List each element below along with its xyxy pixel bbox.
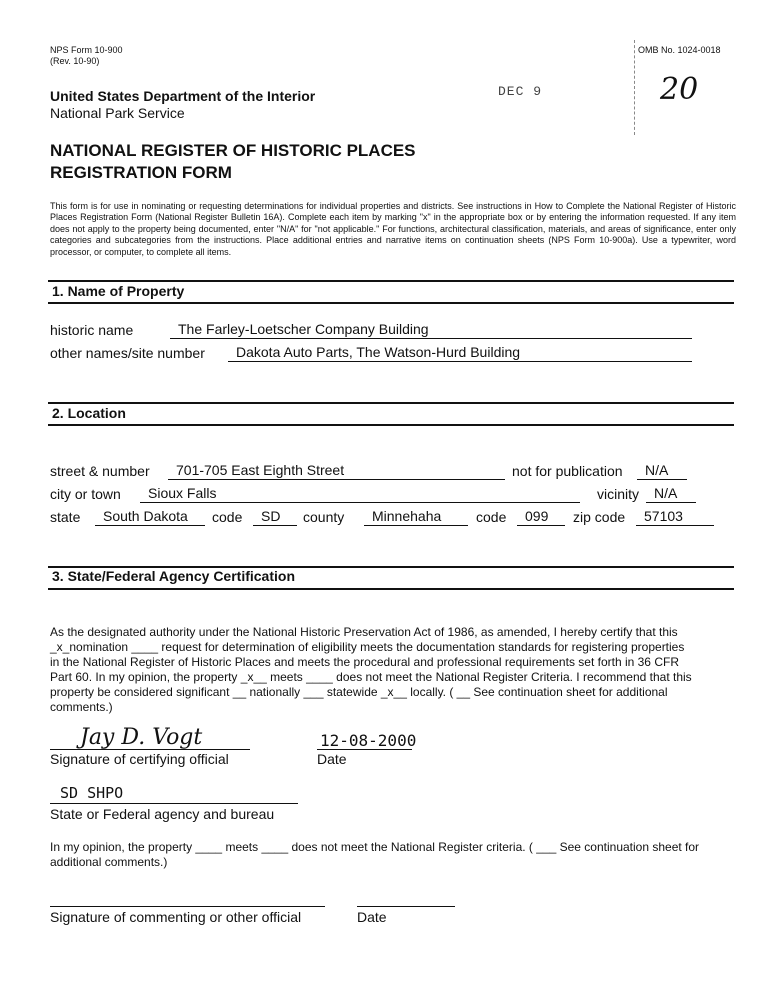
street-label: street & number (50, 463, 150, 479)
instructions-paragraph: This form is for use in nominating or requesting determinations for individual properties and districts. See instructions in How to Complete the National Register of Historic Places Registration Form (National Register Bulletin 16A). Complete each item by marking "x" in the appropriate box or by entering the information requested. If any item does not apply to the property being documented, enter "N/A" for "not applicable." For functions, architectural classification, materials, and areas of significance, enter only categories and subcategories from the instructions. Place additional entries and narrative items on continuation sheets (NPS Form 10-900a). Use a typewriter, word processor, or computer, to complete all items. (50, 201, 736, 257)
date-label: Date (317, 751, 347, 767)
other-names-label: other names/site number (50, 345, 205, 361)
agency-handwritten: SD SHPO (60, 784, 124, 802)
not-for-publication-field[interactable]: N/A (637, 462, 687, 480)
county-field[interactable]: Minnehaha (364, 508, 468, 526)
title-line-2: REGISTRATION FORM (50, 163, 232, 182)
commenting-date-line (357, 905, 455, 907)
county-label: county (303, 509, 345, 525)
historic-name-label: historic name (50, 322, 134, 338)
state-label: state (50, 509, 81, 525)
other-names-field[interactable]: Dakota Auto Parts, The Watson-Hurd Building (228, 344, 692, 362)
city-label: city or town (50, 486, 121, 502)
handwritten-number: 20 (660, 72, 699, 107)
cert-line: property be considered significant __ nationally ___ statewide _x__ locally. ( __ See continuation sheet for additional (50, 685, 668, 699)
county-code-field[interactable]: 099 (517, 508, 565, 526)
city-field[interactable]: Sioux Falls (140, 485, 580, 503)
commenting-date-label: Date (357, 909, 387, 925)
certifying-signature: Jay D. Vogt (80, 725, 203, 750)
section-2-header (48, 402, 734, 426)
opinion-line: additional comments.) (50, 855, 168, 869)
section-2-title: 2. Location (52, 405, 126, 421)
omb-number: OMB No. 1024-0018 (638, 45, 721, 55)
state-code-label: code (212, 509, 243, 525)
cert-line: comments.) (50, 700, 113, 714)
zip-field[interactable]: 57103 (636, 508, 714, 526)
form-revision: (Rev. 10-90) (50, 56, 100, 66)
cert-line: Part 60. In my opinion, the property _x__ meets ____ does not meet the National Register Criteria. I recommend that this (50, 670, 692, 684)
form-number-text: NPS Form 10-900 (50, 45, 123, 55)
opinion-paragraph (50, 840, 730, 870)
cert-line: _x_nomination ____ request for determination of eligibility meets the documentation standards for registering properties (50, 640, 685, 654)
county-code-label: code (476, 509, 507, 525)
not-for-publication-label: not for publication (512, 463, 623, 479)
vicinity-label: vicinity (597, 486, 640, 502)
form-number (50, 45, 123, 67)
department-name: United States Department of the Interior (50, 88, 316, 104)
agency-name: National Park Service (50, 105, 185, 121)
divider (634, 40, 636, 135)
section-3-title: 3. State/Federal Agency Certification (52, 568, 295, 584)
page-title (50, 140, 416, 184)
date-line (317, 748, 412, 750)
state-code-field[interactable]: SD (253, 508, 297, 526)
signature-label: Signature of certifying official (50, 751, 229, 767)
zip-label: zip code (573, 509, 626, 525)
signature-line (50, 748, 250, 750)
state-field[interactable]: South Dakota (95, 508, 205, 526)
received-stamp: DEC 9 (498, 84, 543, 99)
cert-line: in the National Register of Historic Places and meets the procedural and professional requirements set forth in 36 CFR (50, 655, 679, 669)
vicinity-field[interactable]: N/A (646, 485, 696, 503)
certification-date: 12-08-2000 (320, 731, 417, 750)
section-1-title: 1. Name of Property (52, 283, 185, 299)
historic-name-field[interactable]: The Farley-Loetscher Company Building (170, 321, 692, 339)
street-field[interactable]: 701-705 East Eighth Street (168, 462, 505, 480)
agency-line (50, 802, 298, 804)
title-line-1: NATIONAL REGISTER OF HISTORIC PLACES (50, 141, 416, 160)
commenting-signature-line (50, 905, 325, 907)
opinion-line: In my opinion, the property ____ meets ____ does not meet the National Register criteria. ( ___ See continuation sheet for (50, 840, 700, 854)
commenting-signature-label: Signature of commenting or other official (50, 909, 302, 925)
cert-line: As the designated authority under the National Historic Preservation Act of 1986, as amended, I hereby certify that this (50, 625, 678, 639)
agency-label: State or Federal agency and bureau (50, 806, 275, 822)
certification-paragraph (50, 625, 730, 715)
